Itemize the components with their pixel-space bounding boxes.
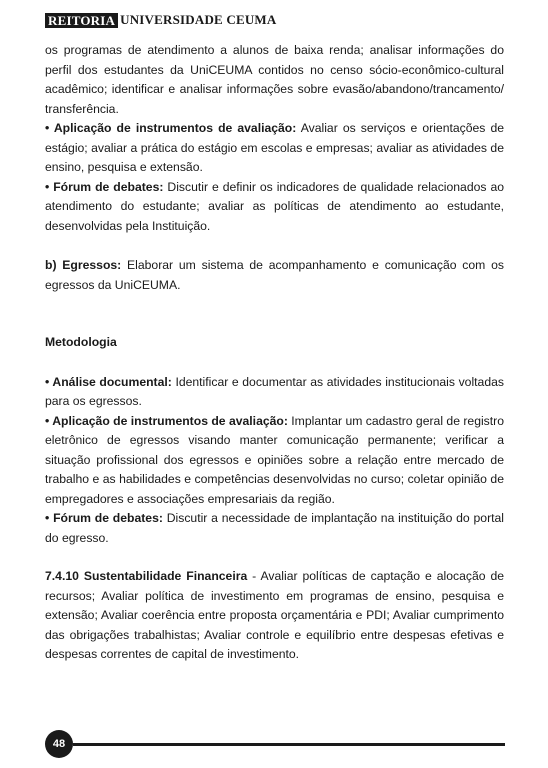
bullet-forum-estudantes	[45, 178, 504, 237]
bullet-text: Implantar um cadastro geral de registro eletrônico de egressos visando manter comunicação permanente; verificar a situação profissional dos egressos e opiniões sobre a relação entre mercado de trabalho e as habilidades e competências desenvolvidas no curso; coletar opinião de empregadores e associações empresariais da região.	[45, 413, 504, 506]
header-badge: REITORIA	[45, 13, 118, 28]
section-heading-metodologia: Metodologia	[45, 335, 117, 349]
continued-paragraph: os programas de atendimento a alunos de baixa renda; analisar informações do perfil dos estudantes da UniCEUMA contidos no censo sócio-econômico-cultural acadêmico; identificar e analisar informações sobre evasão/abandono/trancamento/ transferência.	[45, 43, 504, 116]
bullet-label: • Fórum de debates:	[45, 179, 164, 194]
bullet-aplicacao-estudantes	[45, 119, 504, 178]
page-footer	[45, 730, 505, 758]
egressos-label: b) Egressos:	[45, 258, 122, 272]
egressos-paragraph	[45, 256, 504, 295]
bullet-label: • Análise documental:	[45, 374, 172, 389]
section-text: - Avaliar políticas de captação e alocação de recursos; Avaliar política de investimento em programas de ensino, pesquisa e extensão; Avaliar coerência entre proposta orçamentária e PDI; Avaliar cumprimento das obrigações trabalhistas; Avaliar controle e equilíbrio entre despesas efetivas e despesas correntes de capital de investimento.	[45, 569, 505, 661]
bullet-text: Identificar e documentar as atividades institucionais voltadas para os egressos.	[45, 374, 504, 408]
header-university-name: UNIVERSIDADE CEUMA	[120, 12, 277, 27]
running-header	[45, 12, 276, 28]
bullet-label: • Fórum de debates:	[45, 511, 163, 525]
bullet-aplicacao-egressos	[45, 412, 504, 510]
bullet-label: • Aplicação de instrumentos de avaliação:	[45, 413, 288, 428]
section-7-4-10	[45, 567, 504, 665]
section-label: 7.4.10 Sustentabilidade Financeira	[45, 569, 248, 583]
bullet-label: • Aplicação de instrumentos de avaliação:	[45, 121, 297, 135]
footer-rule	[73, 743, 505, 746]
page-body	[45, 41, 504, 665]
bullet-text: Discutir a necessidade de implantação na instituição do portal do egresso.	[45, 511, 504, 545]
bullet-text: Discutir e definir os indicadores de qualidade relacionados ao atendimento do estudante; avaliar as políticas de atendimento ao estudante, desenvolvidas pela Instituição.	[45, 179, 504, 233]
page-number: 48	[45, 730, 73, 758]
egressos-text: Elaborar um sistema de acompanhamento e comunicação com os egressos da UniCEUMA.	[45, 258, 504, 292]
bullet-forum-egressos	[45, 509, 504, 548]
bullet-text: Avaliar os serviços e orientações de estágio; avaliar a prática do estágio em escolas e empresas; avaliar as atividades de ensino, pesquisa e extensão.	[45, 121, 505, 174]
bullet-analise-documental	[45, 373, 504, 412]
